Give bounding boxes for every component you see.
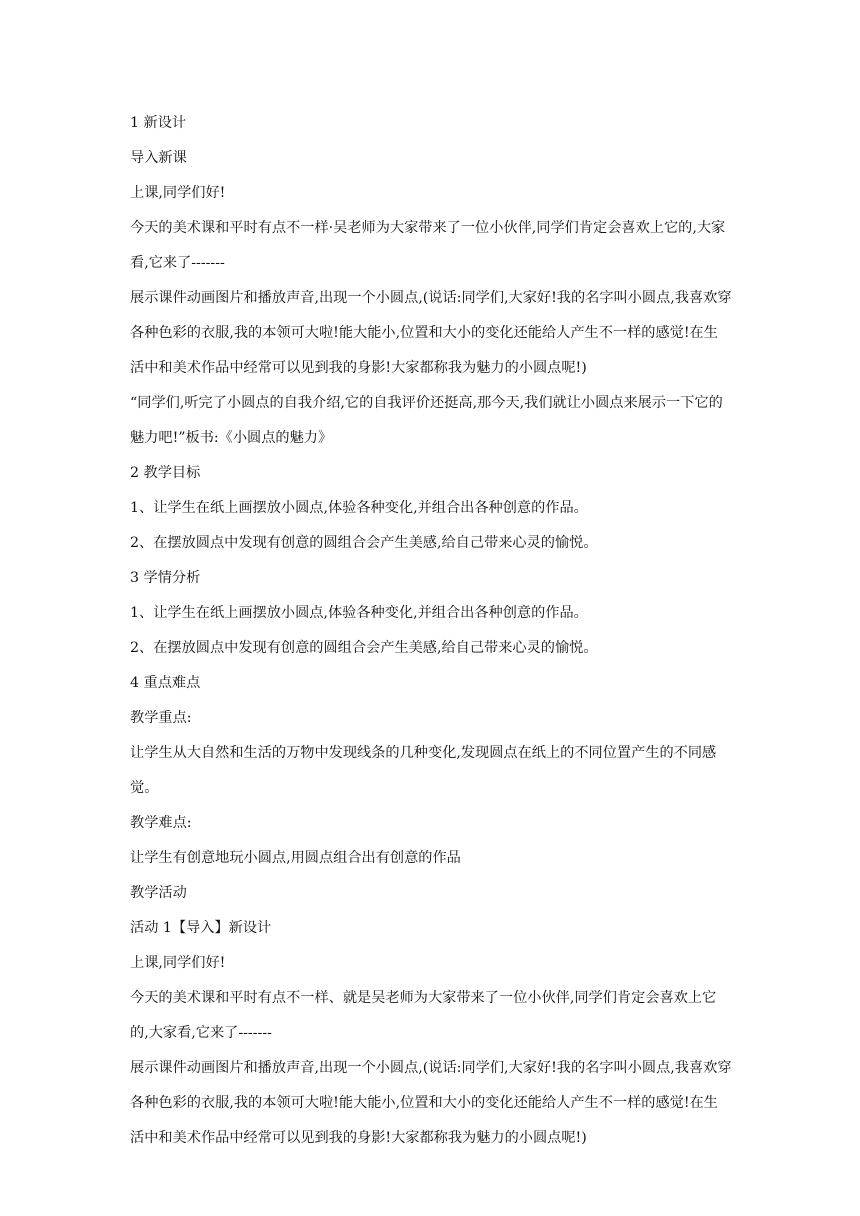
list-item: 2、在摆放圆点中发现有创意的圆组合会产生美感,给自己带来心灵的愉悦。 bbox=[130, 640, 598, 656]
body-paragraph: 今天的美术课和平时有点不一样、就是吴老师为大家带来了一位小伙伴,同学们肯定会喜欢上它的,大家看,它来了------- bbox=[130, 990, 717, 1041]
body-paragraph: 展示课件动画图片和播放声音,出现一个小圆点,(说话:同学们,大家好!我的名字叫小圆点,我喜欢穿各种色彩的衣服,我的本领可大啦!能大能小,位置和大小的变化还能给人产生不一样的感觉!在生活中和美术作品中经常可以见到我的身影!大家都称我为魅力的小圆点呢!) bbox=[130, 290, 732, 376]
subsection-heading: 导入新课 bbox=[130, 150, 187, 166]
body-paragraph: 今天的美术课和平时有点不一样·吴老师为大家带来了一位小伙伴,同学们肯定会喜欢上它的,大家看,它来了------- bbox=[130, 220, 726, 271]
section-heading: 3 学情分析 bbox=[130, 570, 201, 586]
body-paragraph: 上课,同学们好! bbox=[130, 185, 226, 201]
body-paragraph: 让学生有创意地玩小圆点,用圆点组合出有创意的作品 bbox=[130, 850, 461, 866]
body-paragraph: 上课,同学们好! bbox=[130, 955, 226, 971]
subsection-heading: 教学重点: bbox=[130, 710, 192, 726]
document-body bbox=[130, 106, 732, 1156]
subsection-heading: 教学难点: bbox=[130, 815, 192, 831]
section-heading: 1 新设计 bbox=[130, 115, 187, 131]
list-item: 1、让学生在纸上画摆放小圆点,体验各种变化,并组合出各种创意的作品。 bbox=[130, 605, 588, 621]
section-heading: 2 教学目标 bbox=[130, 465, 201, 481]
activity-heading: 活动 1【导入】新设计 bbox=[130, 920, 272, 936]
subsection-heading: 教学活动 bbox=[130, 885, 187, 901]
body-paragraph: 让学生从大自然和生活的万物中发现线条的几种变化,发现圆点在纸上的不同位置产生的不同感觉。 bbox=[130, 745, 717, 796]
list-item: 1、让学生在纸上画摆放小圆点,体验各种变化,并组合出各种创意的作品。 bbox=[130, 500, 588, 516]
body-paragraph: “同学们,听完了小圆点的自我介绍,它的自我评价还挺高,那今天,我们就让小圆点来展示一下它的魅力吧!”板书:《小圆点的魅力》 bbox=[130, 395, 723, 446]
section-heading: 4 重点难点 bbox=[130, 675, 201, 691]
list-item: 2、在摆放圆点中发现有创意的圆组合会产生美感,给自己带来心灵的愉悦。 bbox=[130, 535, 598, 551]
body-paragraph: 展示课件动画图片和播放声音,出现一个小圆点,(说话:同学们,大家好!我的名字叫小圆点,我喜欢穿各种色彩的衣服,我的本领可大啦!能大能小,位置和大小的变化还能给人产生不一样的感觉!在生活中和美术作品中经常可以见到我的身影!大家都称我为魅力的小圆点呢!) bbox=[130, 1060, 732, 1146]
